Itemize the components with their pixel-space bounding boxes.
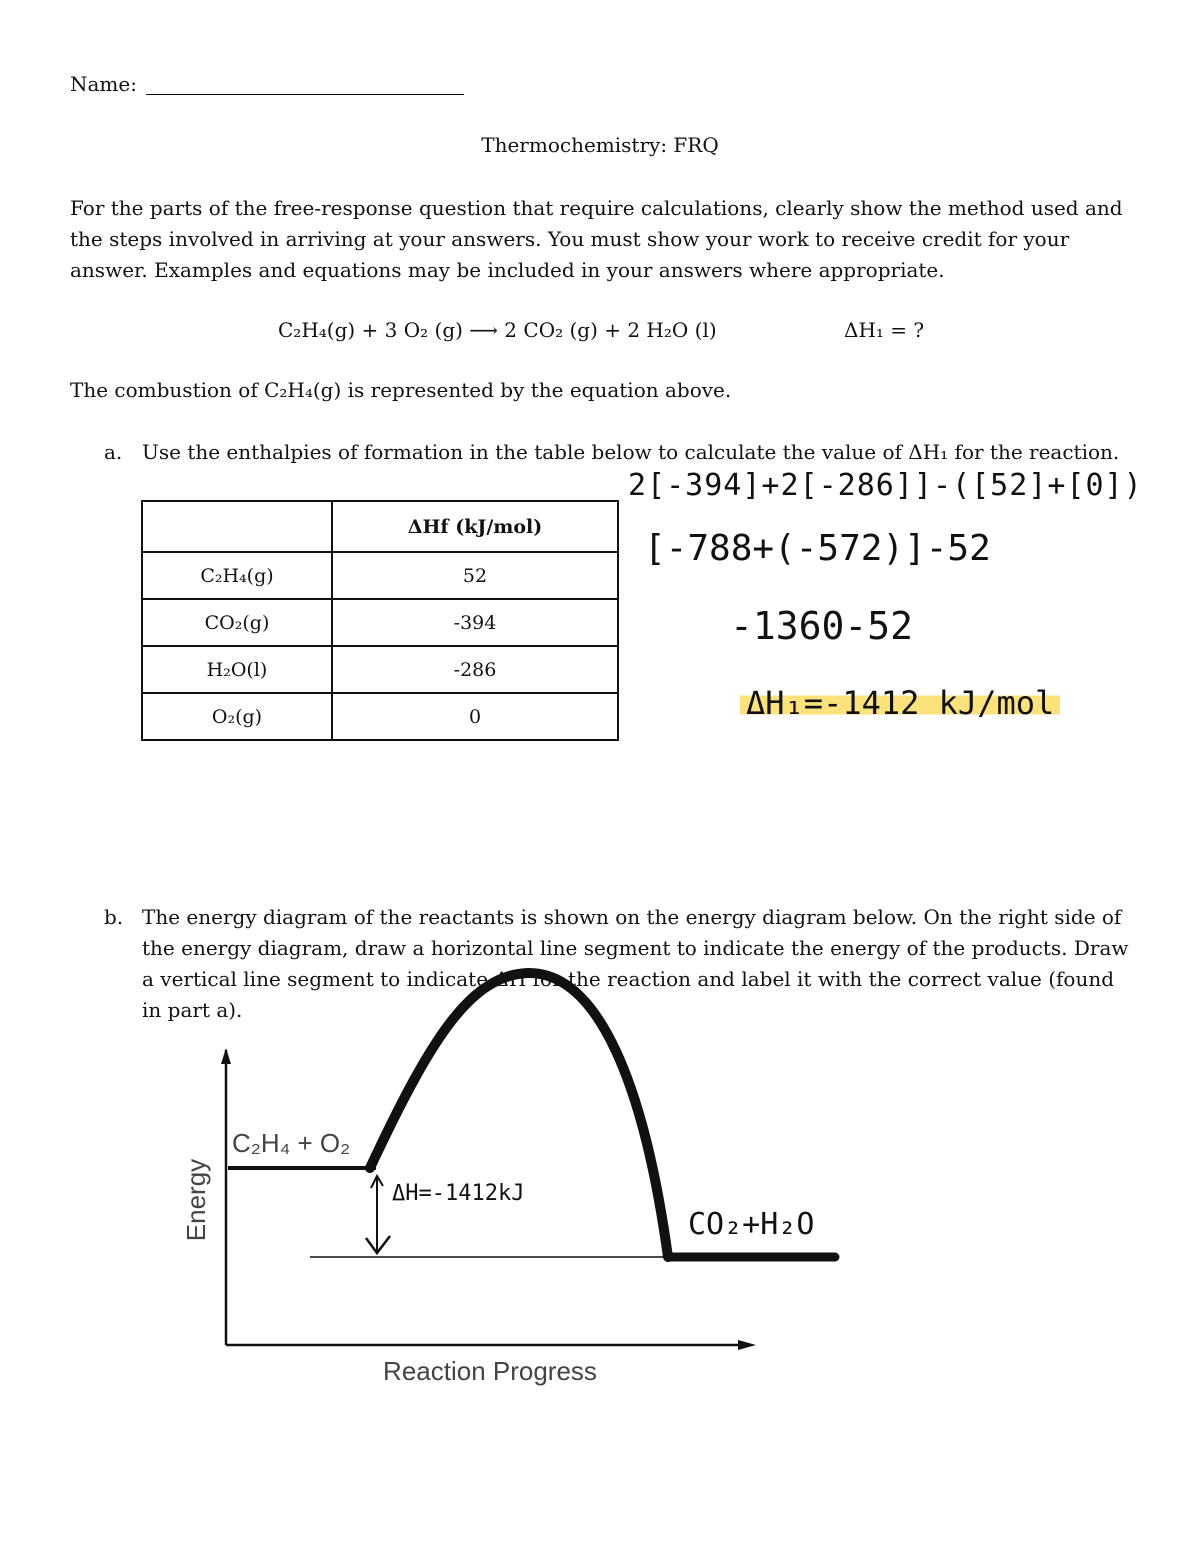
part-b-label: b. — [104, 905, 124, 929]
part-a-text: Use the enthalpies of formation in the table below to calculate the value of ΔH₁ for the reaction. — [142, 440, 1120, 464]
value-cell: -286 — [332, 646, 618, 693]
table-header-dhf: ΔHf (kJ/mol) — [332, 501, 618, 552]
x-axis-arrow-icon — [738, 1340, 756, 1350]
handwritten-work-line-1: 2[-394]+2[-286]]-([52]+[0]) — [628, 468, 1143, 503]
handwritten-final-answer: ΔH₁=-1412 kJ/mol — [740, 684, 1060, 722]
name-label: Name: — [70, 72, 137, 96]
products-label: CO₂+H₂O — [688, 1207, 815, 1242]
reaction-energy-curve — [370, 973, 668, 1257]
x-axis-label: Reaction Progress — [383, 1356, 597, 1386]
species-cell: CO₂(g) — [142, 599, 332, 646]
species-cell: O₂(g) — [142, 693, 332, 740]
part-b-text: The energy diagram of the reactants is shown on the energy diagram below. On the right side of the energy diagram, draw a horizontal line segment to indicate the energy of the products. Draw a vertical line segment to indicate ΔH for the reaction and label it with the correct value (found in part a). — [142, 905, 1129, 1022]
delta-h-label: ΔH=-1412kJ — [392, 1181, 525, 1206]
value-cell: 0 — [332, 693, 618, 740]
combustion-equation: C₂H₄(g) + 3 O₂ (g) ⟶ 2 CO₂ (g) + 2 H₂O (l) — [278, 318, 717, 342]
species-cell: H₂O(l) — [142, 646, 332, 693]
page-title: Thermochemistry: FRQ — [481, 133, 719, 157]
species-cell: C₂H₄(g) — [142, 552, 332, 599]
handwritten-work-line-2: [-788+(-572)]-52 — [644, 528, 991, 569]
delta-h1-unknown: ΔH₁ = ? — [844, 318, 925, 342]
handwritten-work-line-3: -1360-52 — [730, 604, 914, 648]
value-cell: -394 — [332, 599, 618, 646]
value-cell: 52 — [332, 552, 618, 599]
instructions-paragraph: For the parts of the free-response question that require calculations, clearly show the method used and the steps involved in arriving at your answers. You must show your work to receive credit for your answer. Examples and equations may be included in your answers where appropriate. — [70, 196, 1123, 282]
combustion-statement: The combustion of C₂H₄(g) is represented by the equation above. — [70, 378, 732, 402]
reactants-label: C₂H₄ + O₂ — [232, 1128, 351, 1158]
part-a-label: a. — [104, 440, 123, 464]
y-axis-label: Energy — [181, 1158, 211, 1242]
y-axis-arrow-icon — [221, 1048, 231, 1064]
